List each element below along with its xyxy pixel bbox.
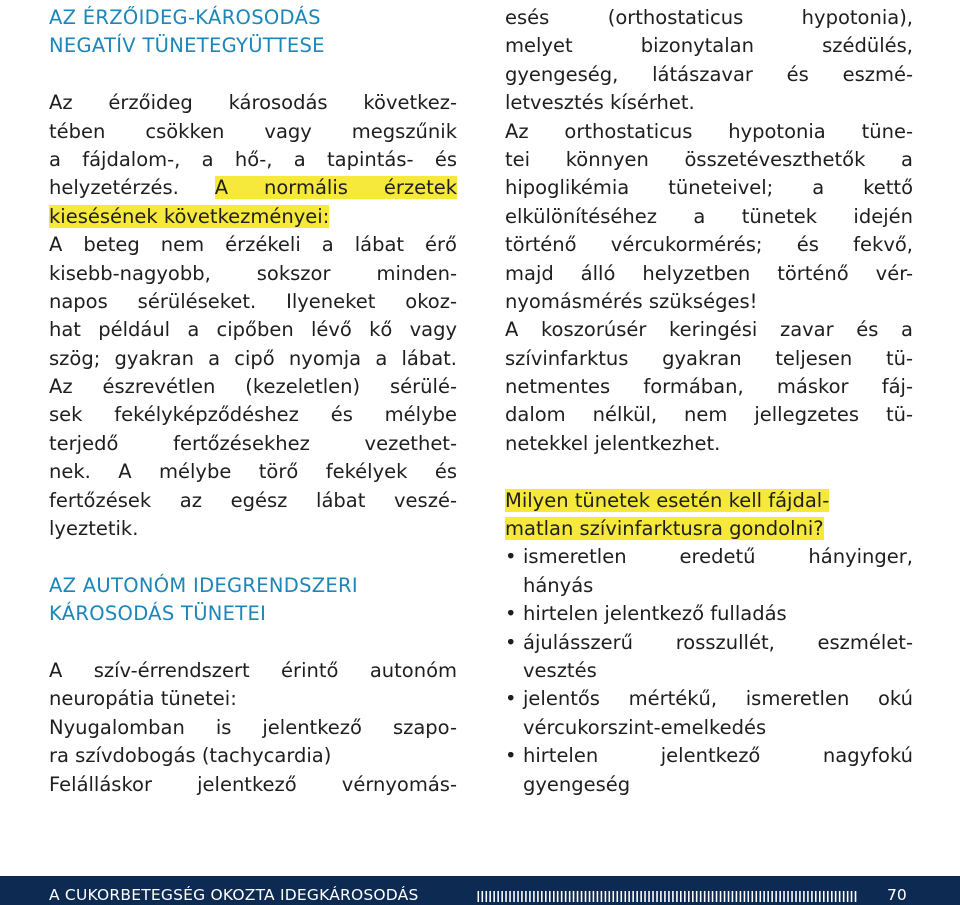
paragraph-line: neuropátia tünetei: [49, 687, 237, 711]
bullet-dot-icon: • [505, 744, 517, 768]
bullet-text: jelentős mértékű, ismeretlen okú [523, 687, 913, 711]
paragraph-line: letvesztés kísérhet. [505, 91, 695, 115]
question-line [505, 515, 913, 543]
bullet-text: ájulásszerű rosszullét, eszmélet- [523, 630, 913, 654]
paragraph-line: Az érzőideg károsodás következ- [49, 91, 457, 115]
paragraph-line: hipoglikémia tüneteivel; a kettő [505, 176, 913, 200]
paragraph-line [49, 174, 457, 202]
paragraph-line: A koszorúsér keringési zavar és a [505, 318, 913, 342]
bullet-item [505, 600, 913, 628]
bullet-dot-icon: • [505, 602, 517, 626]
paragraph-line: A beteg nem érzékeli a lábat érő [49, 233, 457, 257]
highlighted-text: kiesésének következményei: [49, 204, 330, 228]
paragraph-line: gyengeség, látászavar és eszmé- [505, 62, 913, 86]
paragraph-line: majd álló helyzetben történő vér- [505, 261, 913, 285]
paragraph-line: hat például a cipőben lévő kő vagy [49, 318, 457, 342]
paragraph-line: Az észrevétlen (kezeletlen) sérülé- [49, 375, 457, 399]
left-column [49, 4, 457, 799]
paragraph-line: esés (orthostaticus hypotonia), [505, 6, 913, 29]
footer-bar [0, 876, 960, 905]
paragraph-line: Nyugalomban is jelentkező szapo- [49, 715, 457, 739]
right-column [505, 4, 913, 799]
paragraph-line: Az orthostaticus hypotonia tüne- [505, 119, 913, 143]
footer-decorative-bars: IIIIIIIIIIIIIIIIIIIIIIIIIIIIIIIIIIIIIIIIIIIIIIIIIIIIIIIIIIIIIIIIIIIIIIIIIIIIIIIIIIIIIIIIIIIIIIII [476, 888, 858, 903]
bullet-text-continuation: hányás [523, 573, 594, 597]
paragraph-line: szívinfarktus gyakran teljesen tü- [505, 346, 913, 370]
paragraph-line: ra szívdobogás (tachycardia) [49, 744, 332, 768]
paragraph-line: melyet bizonytalan szédülés, [505, 34, 913, 58]
highlighted-text: A normális érzetek [214, 176, 458, 200]
paragraph-line: A szív-érrendszert érintő autonóm [49, 658, 457, 682]
section-heading-line: AZ ÉRZŐIDEG-KÁROSODÁS [49, 6, 321, 29]
paragraph-line: dalom nélkül, nem jellegzetes tü- [505, 403, 913, 427]
paragraph-line: lyeztetik. [49, 517, 139, 541]
paragraph-line: terjedő fertőzésekhez vezethet- [49, 431, 457, 455]
bullet-item [505, 685, 913, 713]
bullet-text: hirtelen jelentkező nagyfokú [523, 744, 913, 768]
bullet-text-continuation: vércukorszint-emelkedés [523, 715, 767, 739]
paragraph-line: nyomásmérés szükséges! [505, 289, 758, 313]
bullet-item [505, 742, 913, 770]
paragraph-line: fertőzések az egész lábat veszé- [49, 488, 457, 512]
bullet-item [505, 543, 913, 571]
bullet-text-continuation: vesztés [523, 658, 597, 682]
paragraph-line: sek fekélyképződéshez és mélybe [49, 403, 457, 427]
paragraph-line: netekkel jelentkezhet. [505, 431, 721, 455]
bullet-text: hirtelen jelentkező fulladás [523, 602, 787, 626]
paragraph-text: helyzetérzés. [49, 176, 215, 200]
bullet-item [505, 629, 913, 657]
paragraph-line: napos sérüléseket. Ilyeneket okoz- [49, 289, 457, 313]
question-line [505, 487, 913, 515]
section-heading-line: NEGATÍV TÜNETEGYÜTTESE [49, 34, 325, 58]
paragraph-line: elkülönítéséhez a tünetek idején [505, 204, 913, 228]
footer-title: A CUKORBETEGSÉG OKOZTA IDEGKÁROSODÁS [49, 886, 419, 904]
paragraph-line: Felálláskor jelentkező vérnyomás- [49, 772, 457, 796]
paragraph-line: történő vércukormérés; és fekvő, [505, 233, 913, 257]
section-heading-line: AZ AUTONÓM IDEGRENDSZERI [49, 573, 358, 597]
bullet-dot-icon: • [505, 630, 517, 654]
bullet-text: ismeretlen eredetű hányinger, [523, 545, 913, 569]
bullet-text-continuation: gyengeség [523, 772, 631, 796]
page-number: 70 [887, 886, 907, 904]
paragraph-line: tében csökken vagy megszűnik [49, 119, 457, 143]
paragraph-line: a fájdalom-, a hő-, a tapintás- és [49, 147, 457, 171]
paragraph-line: netmentes formában, máskor fáj- [505, 375, 913, 399]
paragraph-line: nek. A mélybe törő fekélyek és [49, 460, 457, 484]
highlighted-question: matlan szívinfarktusra gondolni? [505, 517, 824, 541]
paragraph-line [49, 203, 457, 231]
bullet-dot-icon: • [505, 687, 517, 711]
section-heading-line: KÁROSODÁS TÜNETEI [49, 602, 267, 626]
paragraph-line: kisebb-nagyobb, sokszor minden- [49, 261, 457, 285]
paragraph-line: tei könnyen összetéveszthetők a [505, 147, 913, 171]
paragraph-line: szög; gyakran a cipő nyomja a lábat. [49, 346, 457, 370]
highlighted-question: Milyen tünetek esetén kell fájdal- [505, 488, 830, 512]
bullet-dot-icon: • [505, 545, 517, 569]
